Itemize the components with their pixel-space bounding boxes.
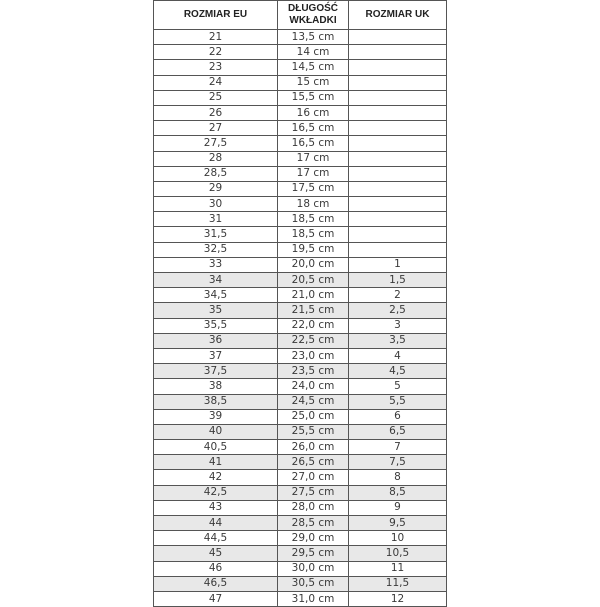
cell-insole-length: 20,5 cm — [278, 273, 349, 288]
cell-uk-size: 1,5 — [349, 273, 447, 288]
table-row — [154, 424, 447, 439]
cell-eu-size: 35 — [154, 303, 278, 318]
cell-insole-length: 14 cm — [278, 45, 349, 60]
cell-uk-size: 10 — [349, 531, 447, 546]
cell-eu-size: 37 — [154, 348, 278, 363]
cell-eu-size: 28,5 — [154, 166, 278, 181]
cell-insole-length: 23,5 cm — [278, 364, 349, 379]
cell-insole-length: 21,0 cm — [278, 288, 349, 303]
cell-uk-size: 8 — [349, 470, 447, 485]
cell-insole-length: 30,5 cm — [278, 576, 349, 591]
cell-uk-size — [349, 166, 447, 181]
cell-uk-size — [349, 121, 447, 136]
header-uk-size: ROZMIAR UK — [349, 1, 447, 30]
cell-eu-size: 27 — [154, 121, 278, 136]
cell-insole-length: 16,5 cm — [278, 121, 349, 136]
header-eu-size: ROZMIAR EU — [154, 1, 278, 30]
cell-insole-length: 14,5 cm — [278, 60, 349, 75]
table-row — [154, 546, 447, 561]
table-row — [154, 136, 447, 151]
table-row — [154, 455, 447, 470]
cell-insole-length: 22,5 cm — [278, 333, 349, 348]
table-row — [154, 409, 447, 424]
header-insole-length — [278, 1, 349, 30]
table-row — [154, 30, 447, 45]
cell-eu-size: 26 — [154, 105, 278, 120]
cell-eu-size: 38,5 — [154, 394, 278, 409]
header-row — [154, 1, 447, 30]
table-row — [154, 485, 447, 500]
cell-uk-size: 7 — [349, 440, 447, 455]
cell-eu-size: 29 — [154, 181, 278, 196]
cell-uk-size: 9,5 — [349, 516, 447, 531]
table-row — [154, 90, 447, 105]
cell-insole-length: 17,5 cm — [278, 181, 349, 196]
table-row — [154, 181, 447, 196]
cell-insole-length: 23,0 cm — [278, 348, 349, 363]
table-row — [154, 576, 447, 591]
cell-eu-size: 40,5 — [154, 440, 278, 455]
cell-eu-size: 27,5 — [154, 136, 278, 151]
cell-insole-length: 29,5 cm — [278, 546, 349, 561]
table-row — [154, 242, 447, 257]
table-row — [154, 440, 447, 455]
cell-insole-length: 16 cm — [278, 105, 349, 120]
table-row — [154, 151, 447, 166]
header-insole-length-label: DŁUGOŚĆ WKŁADKI — [288, 3, 338, 26]
cell-insole-length: 27,5 cm — [278, 485, 349, 500]
cell-eu-size: 46,5 — [154, 576, 278, 591]
cell-eu-size: 30 — [154, 197, 278, 212]
cell-insole-length: 24,0 cm — [278, 379, 349, 394]
cell-uk-size: 4,5 — [349, 364, 447, 379]
cell-eu-size: 34,5 — [154, 288, 278, 303]
table-row — [154, 516, 447, 531]
table-row — [154, 257, 447, 272]
cell-insole-length: 22,0 cm — [278, 318, 349, 333]
cell-uk-size: 6 — [349, 409, 447, 424]
cell-eu-size: 44 — [154, 516, 278, 531]
table-row — [154, 470, 447, 485]
cell-eu-size: 22 — [154, 45, 278, 60]
cell-eu-size: 36 — [154, 333, 278, 348]
cell-eu-size: 46 — [154, 561, 278, 576]
cell-uk-size: 2,5 — [349, 303, 447, 318]
cell-eu-size: 45 — [154, 546, 278, 561]
table-row — [154, 379, 447, 394]
cell-eu-size: 40 — [154, 424, 278, 439]
table-row — [154, 197, 447, 212]
cell-insole-length: 31,0 cm — [278, 591, 349, 606]
cell-eu-size: 42,5 — [154, 485, 278, 500]
cell-uk-size: 3 — [349, 318, 447, 333]
cell-eu-size: 32,5 — [154, 242, 278, 257]
cell-uk-size — [349, 90, 447, 105]
table-row — [154, 333, 447, 348]
table-row — [154, 121, 447, 136]
cell-uk-size — [349, 227, 447, 242]
cell-uk-size — [349, 60, 447, 75]
cell-insole-length: 27,0 cm — [278, 470, 349, 485]
table-row — [154, 394, 447, 409]
cell-eu-size: 38 — [154, 379, 278, 394]
cell-eu-size: 35,5 — [154, 318, 278, 333]
cell-insole-length: 26,0 cm — [278, 440, 349, 455]
cell-insole-length: 16,5 cm — [278, 136, 349, 151]
cell-insole-length: 21,5 cm — [278, 303, 349, 318]
cell-eu-size: 33 — [154, 257, 278, 272]
cell-uk-size — [349, 30, 447, 45]
table-row — [154, 531, 447, 546]
cell-insole-length: 19,5 cm — [278, 242, 349, 257]
cell-insole-length: 20,0 cm — [278, 257, 349, 272]
cell-eu-size: 31,5 — [154, 227, 278, 242]
table-row — [154, 45, 447, 60]
cell-insole-length: 25,5 cm — [278, 424, 349, 439]
cell-uk-size: 9 — [349, 500, 447, 515]
cell-uk-size — [349, 136, 447, 151]
cell-insole-length: 25,0 cm — [278, 409, 349, 424]
table-row — [154, 561, 447, 576]
cell-uk-size: 2 — [349, 288, 447, 303]
table-row — [154, 273, 447, 288]
cell-uk-size: 12 — [349, 591, 447, 606]
cell-uk-size — [349, 45, 447, 60]
cell-eu-size: 25 — [154, 90, 278, 105]
cell-insole-length: 30,0 cm — [278, 561, 349, 576]
cell-uk-size — [349, 242, 447, 257]
table-row — [154, 227, 447, 242]
cell-uk-size: 4 — [349, 348, 447, 363]
cell-insole-length: 18,5 cm — [278, 227, 349, 242]
cell-eu-size: 24 — [154, 75, 278, 90]
table-row — [154, 60, 447, 75]
cell-eu-size: 39 — [154, 409, 278, 424]
cell-uk-size: 5 — [349, 379, 447, 394]
cell-uk-size — [349, 151, 447, 166]
cell-uk-size: 5,5 — [349, 394, 447, 409]
cell-eu-size: 28 — [154, 151, 278, 166]
cell-uk-size: 7,5 — [349, 455, 447, 470]
cell-eu-size: 41 — [154, 455, 278, 470]
cell-uk-size: 8,5 — [349, 485, 447, 500]
cell-eu-size: 31 — [154, 212, 278, 227]
cell-eu-size: 37,5 — [154, 364, 278, 379]
cell-eu-size: 44,5 — [154, 531, 278, 546]
cell-uk-size: 10,5 — [349, 546, 447, 561]
cell-uk-size: 11 — [349, 561, 447, 576]
table-row — [154, 105, 447, 120]
cell-uk-size — [349, 75, 447, 90]
table-row — [154, 166, 447, 181]
cell-insole-length: 28,0 cm — [278, 500, 349, 515]
cell-insole-length: 18 cm — [278, 197, 349, 212]
table-row — [154, 591, 447, 606]
cell-eu-size: 21 — [154, 30, 278, 45]
cell-eu-size: 34 — [154, 273, 278, 288]
size-table — [153, 0, 447, 607]
table-row — [154, 348, 447, 363]
cell-uk-size — [349, 212, 447, 227]
cell-insole-length: 15,5 cm — [278, 90, 349, 105]
cell-uk-size: 6,5 — [349, 424, 447, 439]
table-row — [154, 288, 447, 303]
table-row — [154, 500, 447, 515]
cell-insole-length: 17 cm — [278, 166, 349, 181]
table-row — [154, 75, 447, 90]
cell-insole-length: 17 cm — [278, 151, 349, 166]
cell-insole-length: 28,5 cm — [278, 516, 349, 531]
cell-insole-length: 29,0 cm — [278, 531, 349, 546]
table-row — [154, 318, 447, 333]
cell-insole-length: 24,5 cm — [278, 394, 349, 409]
cell-uk-size — [349, 105, 447, 120]
table-row — [154, 364, 447, 379]
cell-eu-size: 42 — [154, 470, 278, 485]
cell-eu-size: 43 — [154, 500, 278, 515]
table-row — [154, 303, 447, 318]
cell-insole-length: 26,5 cm — [278, 455, 349, 470]
cell-uk-size: 11,5 — [349, 576, 447, 591]
cell-uk-size — [349, 181, 447, 196]
cell-eu-size: 47 — [154, 591, 278, 606]
table-row — [154, 212, 447, 227]
cell-eu-size: 23 — [154, 60, 278, 75]
size-chart — [153, 0, 447, 607]
cell-insole-length: 13,5 cm — [278, 30, 349, 45]
cell-insole-length: 18,5 cm — [278, 212, 349, 227]
cell-uk-size: 1 — [349, 257, 447, 272]
cell-uk-size — [349, 197, 447, 212]
cell-insole-length: 15 cm — [278, 75, 349, 90]
cell-uk-size: 3,5 — [349, 333, 447, 348]
